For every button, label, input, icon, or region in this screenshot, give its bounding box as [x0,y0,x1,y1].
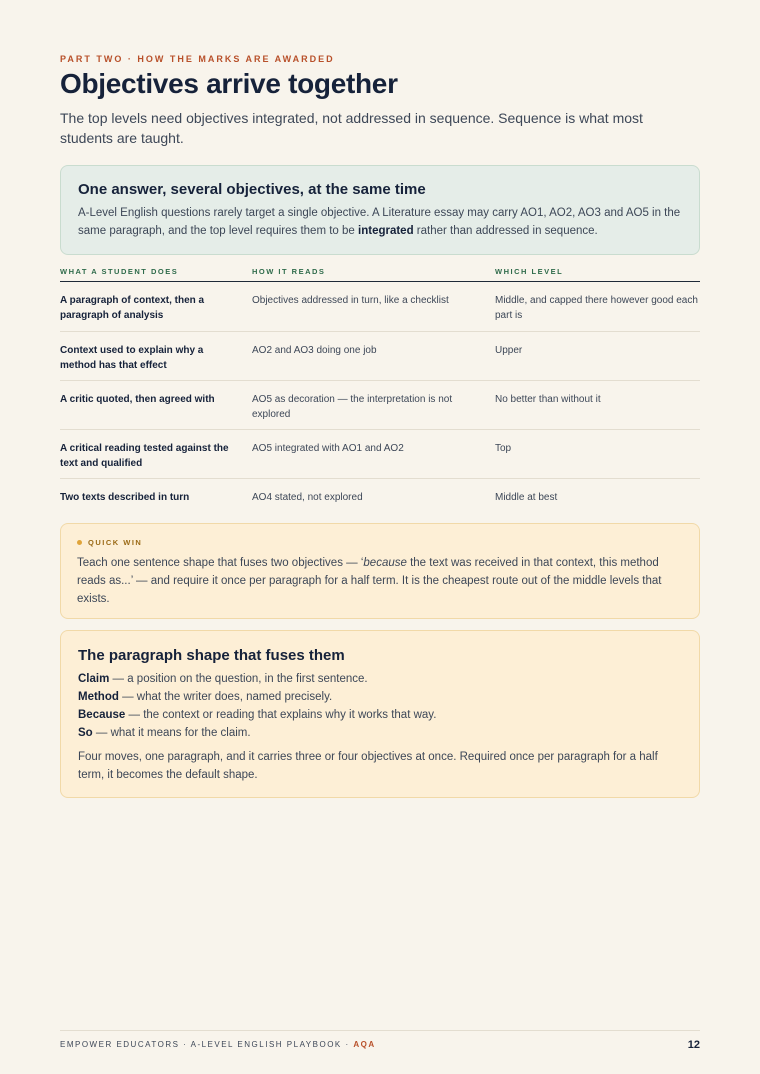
cell-level: Top [495,443,512,454]
move-term: So [78,727,93,739]
quick-win-body [77,554,683,608]
table-row [60,430,700,479]
cell-action: A paragraph of context, then a paragraph of analysis [60,295,205,321]
cell-action: Context used to explain why a method has that effect [60,345,204,371]
cell-reading: AO5 as decoration — the interpretation is not explored [252,394,453,420]
section-eyebrow: PART TWO · HOW THE MARKS ARE AWARDED [60,54,335,64]
move-term: Claim [78,673,110,685]
move-desc: — what the writer does, named precisely. [118,691,333,703]
move-so [78,724,682,742]
objectives-callout [60,165,700,255]
cell-action: A critic quoted, then agreed with [60,394,215,405]
table-header [60,262,700,282]
move-term: Method [78,691,119,703]
table-row [60,282,700,332]
cell-action: Two texts described in turn [60,492,190,503]
levels-table [60,262,700,519]
cell-reading: AO2 and AO3 doing one job [252,345,377,356]
cell-level: Upper [495,345,523,356]
footer-exam-board: AQA [353,1040,376,1049]
header-what-student-does: WHAT A STUDENT DOES [60,266,179,276]
quick-win-text-italic: because [363,557,407,569]
cell-level: No better than without it [495,394,601,405]
table-row [60,332,700,381]
quick-win-label [77,538,683,547]
move-desc: — a position on the question, in the first sentence. [109,673,368,685]
objectives-callout-heading: One answer, several objectives, at the same time [78,181,426,198]
move-method [78,688,682,706]
move-term: Because [78,709,126,721]
move-desc: — what it means for the claim. [92,727,251,739]
table-row [60,381,700,430]
page-number: 12 [687,1038,700,1051]
paragraph-shape-callout [60,630,700,798]
paragraph-shape-heading: The paragraph shape that fuses them [78,647,345,664]
page-subtitle: The top levels need objectives integrated, not addressed in sequence. Sequence is what most students are taught. [60,110,643,146]
cell-reading: AO4 stated, not explored [252,492,363,503]
move-desc: — the context or reading that explains why it works that way. [125,709,437,721]
cell-action: A critical reading tested against the text and qualified [60,443,229,469]
quick-win-label-text: QUICK WIN [88,538,143,547]
cell-reading: AO5 integrated with AO1 and AO2 [252,443,404,454]
move-claim [78,670,682,688]
move-because [78,706,682,724]
bullet-dot-icon [77,540,82,545]
quick-win-text-before: Teach one sentence shape that fuses two objectives — ‘ [77,557,364,569]
page-footer [60,1030,700,1058]
paragraph-shape-closing: Four moves, one paragraph, and it carries three or four objectives at once. Required once per paragraph for a half term, it becomes the default shape. [78,751,658,781]
cell-level: Middle at best [495,492,558,503]
page-title: Objectives arrive together [60,68,398,99]
table-row [60,479,700,519]
body-text-after: rather than addressed in sequence. [413,225,598,237]
quick-win-callout [60,523,700,619]
cell-reading: Objectives addressed in turn, like a checklist [252,295,449,306]
objectives-callout-body [78,204,682,240]
body-text-before: A-Level English questions rarely target a single objective. A Literature essay may carry AO1, AO2, AO3 and AO5 in the same paragraph, and the top level requires them to be [78,207,681,237]
body-text-bold: integrated [358,225,414,237]
footer-publication [60,1040,376,1049]
quick-win-text-after: the text was received in that context, this method reads as...’ — and require it once per paragraph for a half term. It is the cheapest route out of the middle levels that exists. [77,557,662,605]
header-how-it-reads: HOW IT READS [252,266,326,276]
cell-level: Middle, and capped there however good each part is [495,295,698,321]
footer-text: EMPOWER EDUCATORS · A-LEVEL ENGLISH PLAYBOOK · [60,1040,354,1049]
header-which-level: WHICH LEVEL [495,266,564,276]
